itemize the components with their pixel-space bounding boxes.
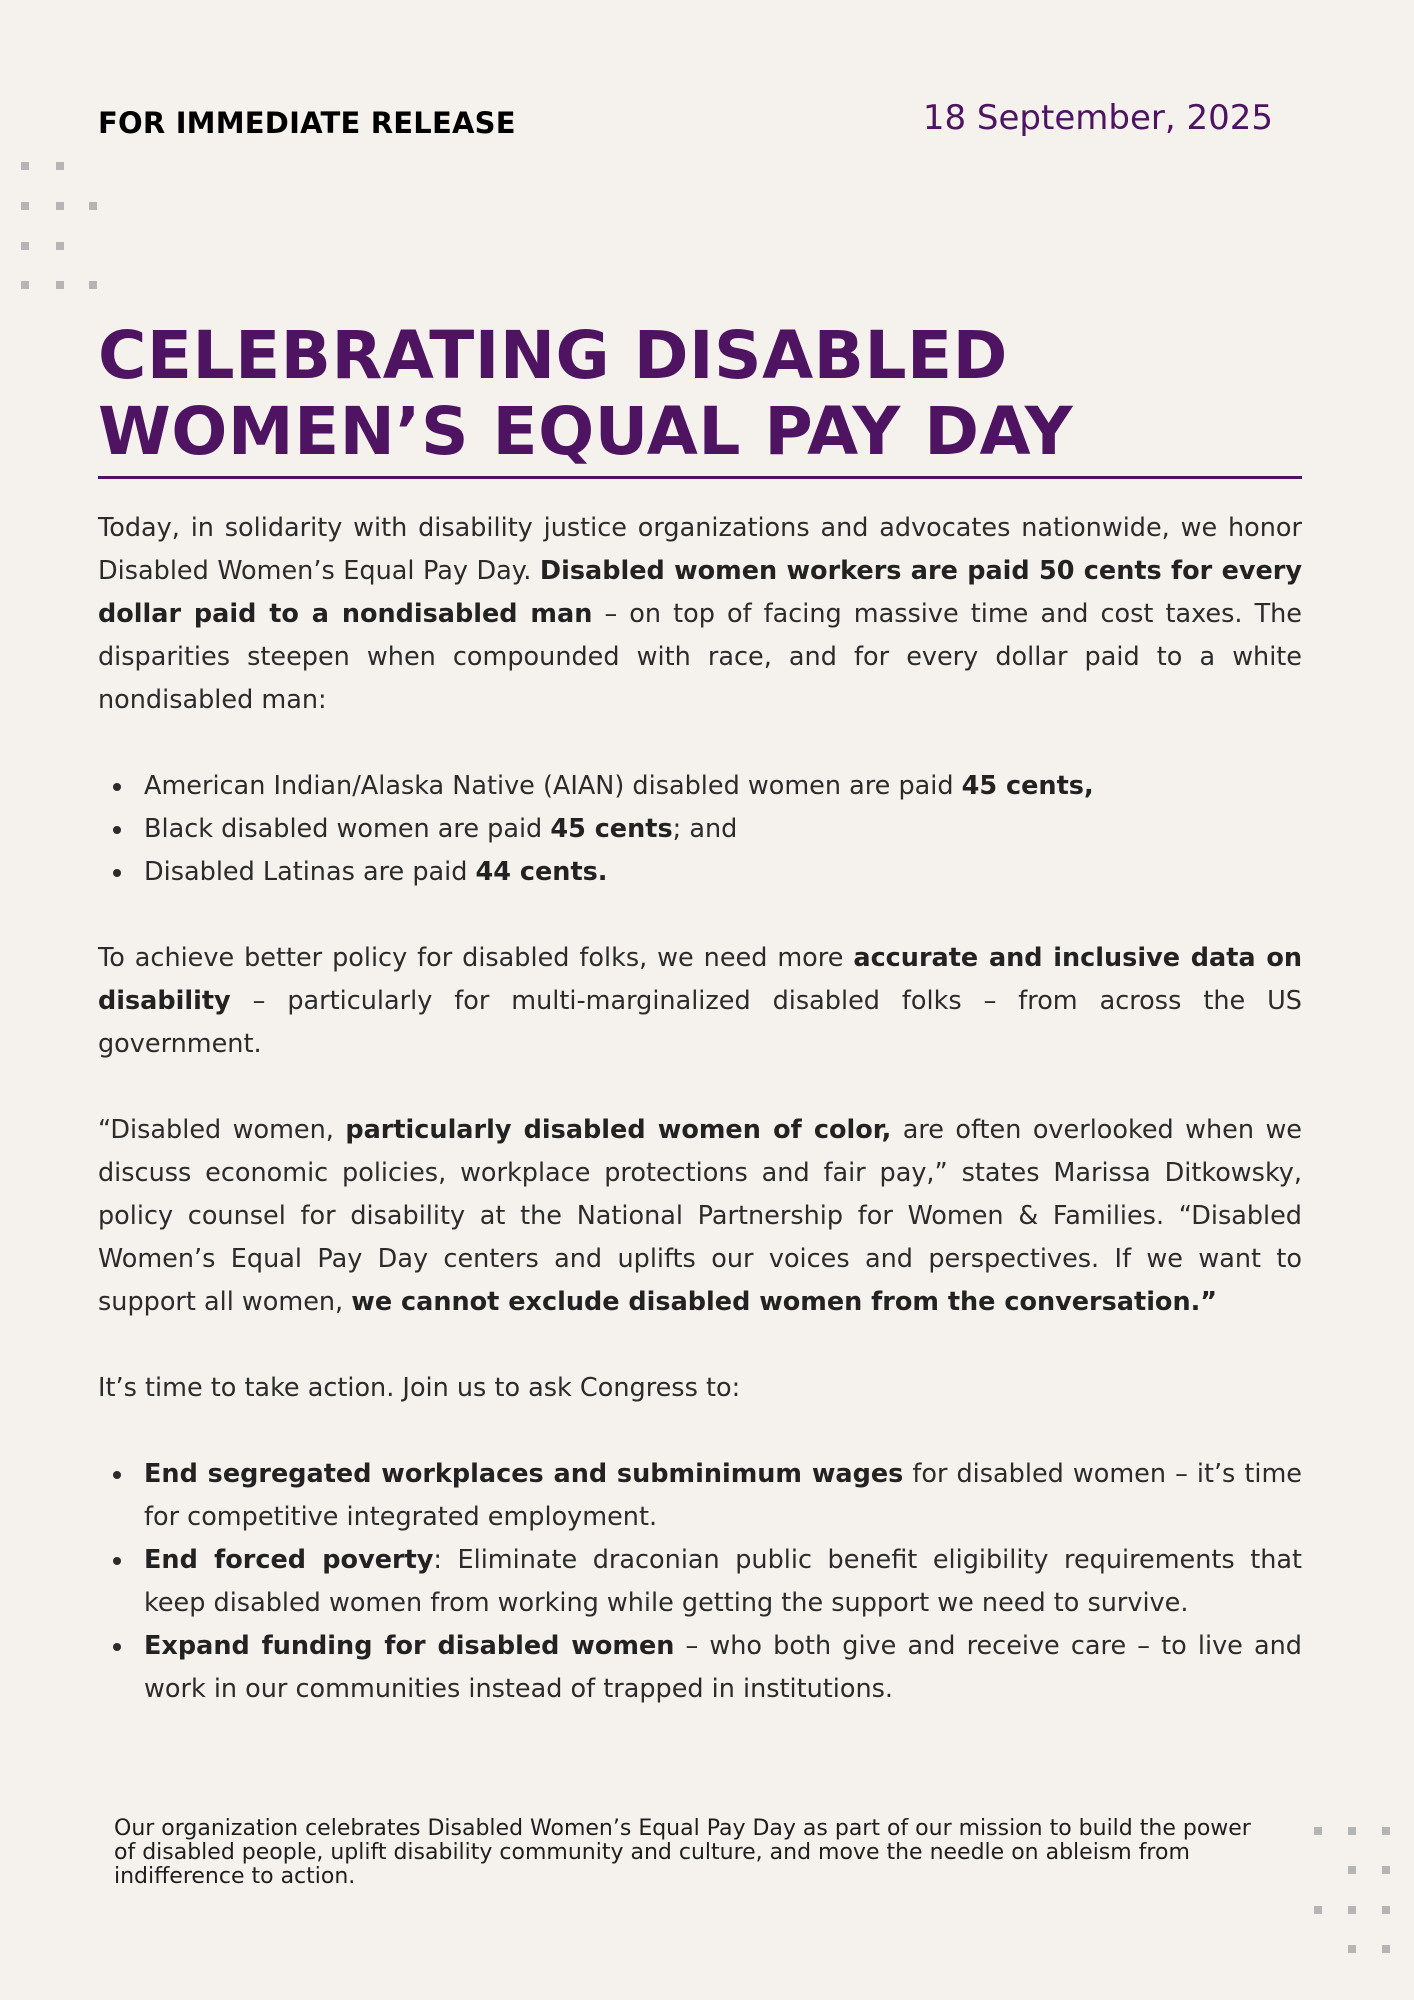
list-item: Black disabled women are paid 45 cents; and — [144, 808, 1302, 851]
press-release-body — [98, 507, 1302, 1754]
list-item: American Indian/Alaska Native (AIAN) disabled women are paid 45 cents, — [144, 765, 1302, 808]
title-line-1: CELEBRATING DISABLED — [98, 317, 1008, 394]
list-item: Disabled Latinas are paid 44 cents. — [144, 851, 1302, 894]
action-list — [98, 1453, 1302, 1711]
action-intro: It’s time to take action. Join us to ask Congress to: — [98, 1373, 741, 1403]
title-line-2: WOMEN’S EQUAL PAY DAY — [98, 393, 1074, 470]
title-divider — [98, 476, 1302, 479]
release-date: 18 September, 2025 — [922, 98, 1273, 138]
footer-note: Our organization celebrates Disabled Women’s Equal Pay Day as part of our mission to build the power of disabled people, uplift disability community and culture, and move the needle on ableism from indifference to action. — [114, 1816, 1251, 1889]
quote-paragraph: “Disabled women, particularly disabled women of color, are often overlooked when we discuss economic policies, workplace protections and fair pay,” states Marissa Ditkowsky, policy counsel for disability at the National Partnership for Women & Families. “Disabled Women’s Equal Pay Day centers and uplifts our voices and perspectives. If we want to support all women, we cannot exclude disabled women from the conversation.” — [98, 1115, 1302, 1317]
pay-gap-list — [98, 765, 1302, 894]
intro-paragraph: Today, in solidarity with disability justice organizations and advocates nationwide, we honor Disabled Women’s Equal Pay Day. Disabled women workers are paid 50 cents for every dollar paid to a nondisabled man – on top of facing massive time and cost taxes. The disparities steepen when compounded with race, and for every dollar paid to a white nondisabled man: — [98, 513, 1302, 715]
page-title — [98, 318, 1302, 470]
data-paragraph: To achieve better policy for disabled folks, we need more accurate and inclusive data on disability – particularly for multi-marginalized disabled folks – from across the US government. — [98, 943, 1302, 1059]
list-item: End segregated workplaces and subminimum wages for disabled women – it’s time for competitive integrated employment. — [144, 1453, 1302, 1539]
list-item: End forced poverty: Eliminate draconian public benefit eligibility requirements that keep disabled women from working while getting the support we need to survive. — [144, 1539, 1302, 1625]
release-label: FOR IMMEDIATE RELEASE — [98, 106, 516, 140]
list-item: Expand funding for disabled women – who both give and receive care – to live and work in our communities instead of trapped in institutions. — [144, 1625, 1302, 1711]
